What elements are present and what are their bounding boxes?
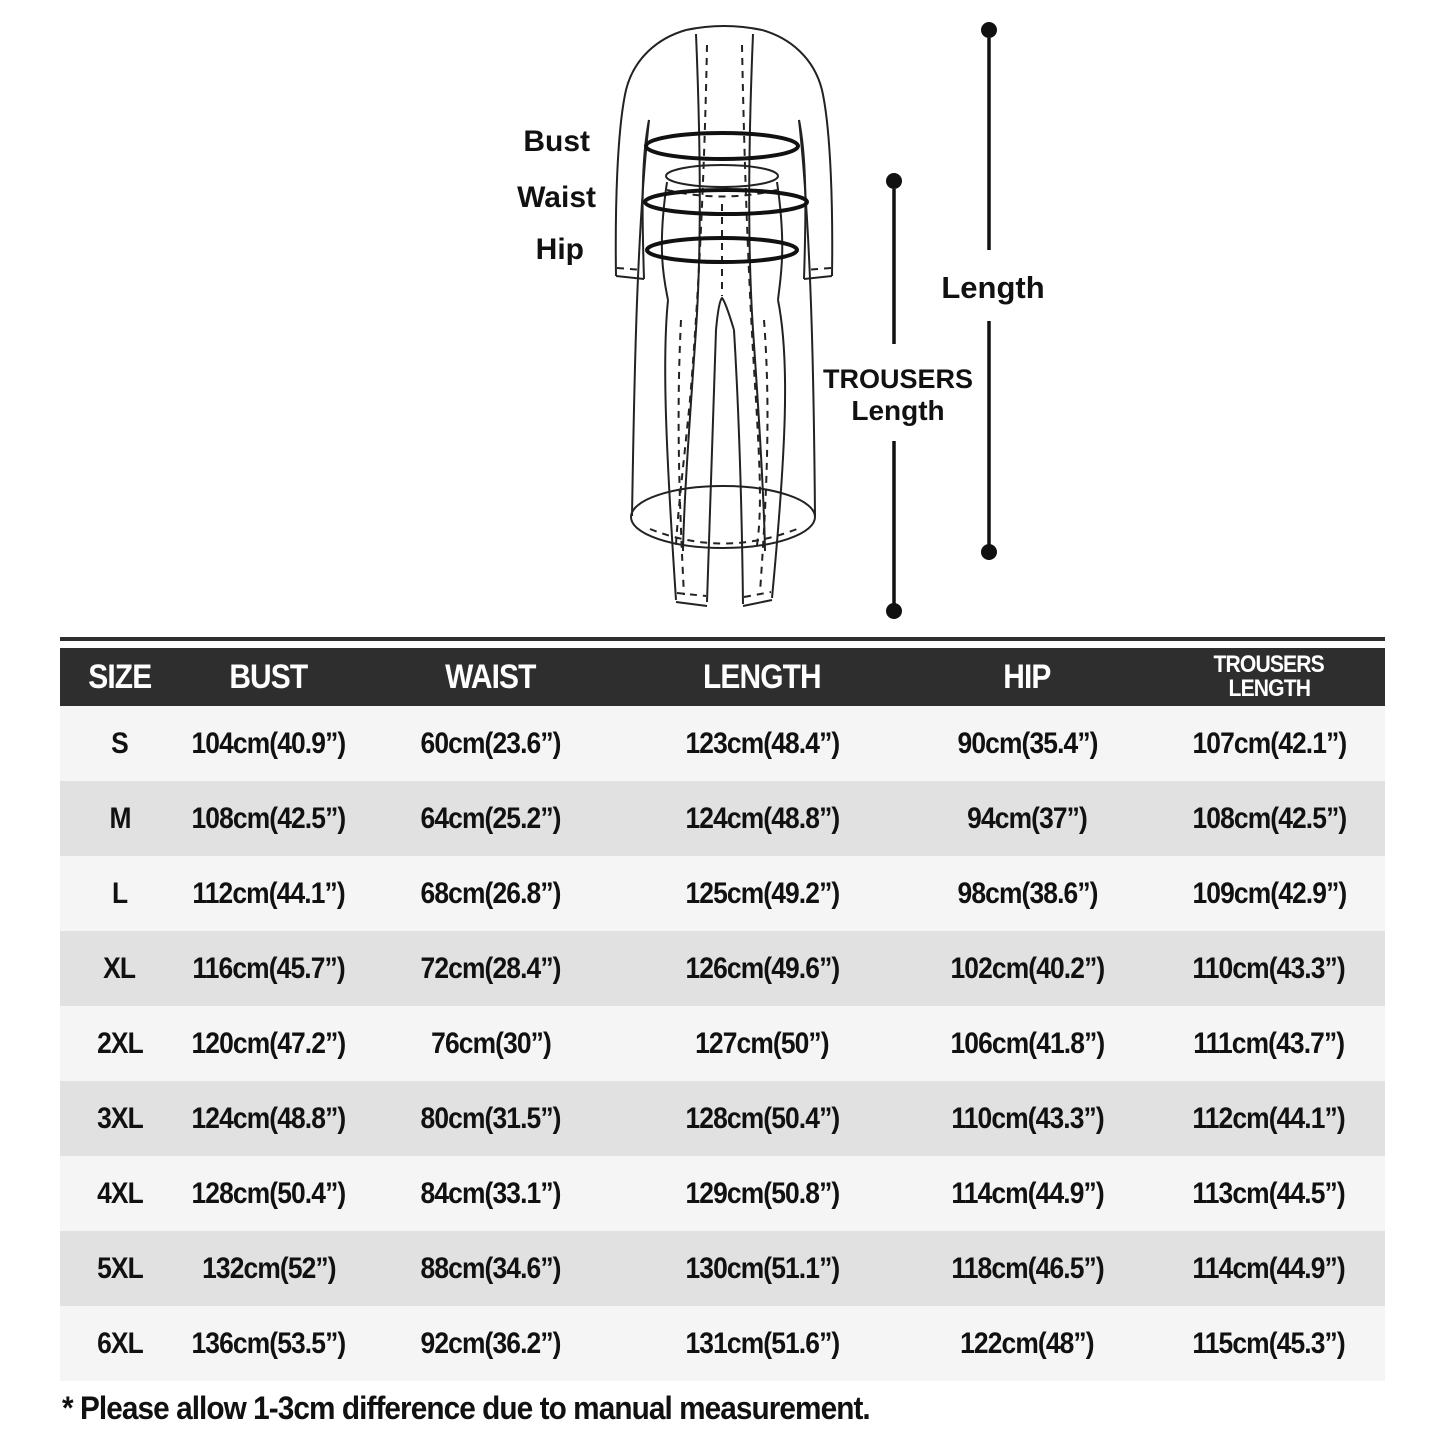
size-value: S: [111, 726, 128, 760]
hip-value: 90cm(35.4”): [957, 726, 1098, 760]
length-value: 130cm(51.1”): [685, 1251, 840, 1285]
trousers-length-value: 112cm(44.1”): [1192, 1101, 1346, 1135]
table-row-5xl: [60, 1231, 1385, 1306]
table-row-3xl: [60, 1081, 1385, 1156]
table-row-s: [60, 706, 1385, 781]
length-label: Length: [941, 270, 1045, 305]
length-value: 128cm(50.4”): [685, 1101, 840, 1135]
table-row-m: [60, 781, 1385, 856]
bust-value: 108cm(42.5”): [191, 801, 346, 835]
waist-value: 84cm(33.1”): [420, 1176, 561, 1210]
trousers-length-value: 107cm(42.1”): [1192, 726, 1346, 760]
header-trousers-length: TROUSERS LENGTH: [1213, 650, 1325, 702]
header-size: SIZE: [88, 657, 152, 696]
bust-value: 104cm(40.9”): [191, 726, 346, 760]
size-chart-table: [60, 637, 1385, 1381]
trousers-line-art: [662, 165, 785, 606]
trousers-length-label-line2: Length: [851, 395, 945, 426]
waist-value: 68cm(26.8”): [420, 876, 561, 910]
length-value: 129cm(50.8”): [685, 1176, 840, 1210]
trousers-length-value: 111cm(43.7”): [1193, 1026, 1345, 1060]
size-value: 5XL: [96, 1251, 143, 1285]
bust-value: 132cm(52”): [201, 1251, 336, 1285]
hip-value: 94cm(37”): [967, 801, 1088, 835]
hip-value: 110cm(43.3”): [951, 1101, 1104, 1135]
hip-value: 102cm(40.2”): [950, 951, 1105, 985]
size-value: L: [111, 876, 128, 910]
bust-value: 136cm(53.5”): [191, 1326, 346, 1360]
table-top-rule: [60, 637, 1385, 641]
waist-value: 72cm(28.4”): [420, 951, 561, 985]
size-value: 3XL: [96, 1101, 143, 1135]
bust-value: 116cm(45.7”): [192, 951, 345, 985]
waist-value: 64cm(25.2”): [420, 801, 561, 835]
table-row-l: [60, 856, 1385, 931]
table-row-xl: [60, 931, 1385, 1006]
trousers-length-label-line1: TROUSERS: [822, 364, 974, 394]
header-hip: HIP: [1003, 657, 1051, 696]
bust-value: 120cm(47.2”): [191, 1026, 346, 1060]
table-row-2xl: [60, 1006, 1385, 1081]
waist-value: 88cm(34.6”): [420, 1251, 561, 1285]
size-value: M: [109, 801, 131, 835]
trousers-length-value: 108cm(42.5”): [1192, 801, 1346, 835]
hip-value: 106cm(41.8”): [950, 1026, 1105, 1060]
garment-measurement-diagram: [0, 0, 1445, 638]
bust-value: 124cm(48.8”): [191, 1101, 346, 1135]
hip-value: 98cm(38.6”): [957, 876, 1098, 910]
measurement-footnote: * Please allow 1-3cm difference due to manual measurement.: [62, 1390, 870, 1426]
size-value: 4XL: [96, 1176, 143, 1210]
waist-value: 92cm(36.2”): [420, 1326, 561, 1360]
hip-value: 118cm(46.5”): [951, 1251, 1104, 1285]
length-value: 127cm(50”): [695, 1026, 830, 1060]
header-waist: WAIST: [445, 657, 536, 696]
waist-measure-ellipse: [645, 190, 807, 214]
hip-value: 122cm(48”): [960, 1326, 1095, 1360]
table-row-6xl: [60, 1306, 1385, 1381]
trousers-length-value: 115cm(45.3”): [1192, 1326, 1346, 1360]
waist-value: 80cm(31.5”): [420, 1101, 561, 1135]
length-value: 123cm(48.4”): [685, 726, 840, 760]
size-value: XL: [103, 951, 136, 985]
header-length: LENGTH: [703, 657, 822, 696]
waist-value: 76cm(30”): [430, 1026, 551, 1060]
trousers-length-value: 109cm(42.9”): [1192, 876, 1346, 910]
trousers-length-value: 114cm(44.9”): [1192, 1251, 1346, 1285]
waist-value: 60cm(23.6”): [420, 726, 561, 760]
trousers-length-value: 113cm(44.5”): [1192, 1176, 1346, 1210]
cardigan-line-art: [616, 26, 832, 551]
length-value: 124cm(48.8”): [685, 801, 840, 835]
hip-value: 114cm(44.9”): [951, 1176, 1104, 1210]
bust-label: Bust: [523, 125, 590, 158]
hip-label: Hip: [535, 233, 584, 266]
bust-value: 112cm(44.1”): [192, 876, 345, 910]
size-value: 2XL: [96, 1026, 143, 1060]
bust-measure-ellipse: [646, 133, 798, 159]
length-value: 125cm(49.2”): [685, 876, 840, 910]
length-value: 131cm(51.6”): [685, 1326, 840, 1360]
table-header-row: [60, 648, 1385, 706]
trousers-length-value: 110cm(43.3”): [1192, 951, 1346, 985]
header-bust: BUST: [229, 657, 308, 696]
table-row-4xl: [60, 1156, 1385, 1231]
waist-label: Waist: [517, 181, 596, 214]
length-value: 126cm(49.6”): [685, 951, 840, 985]
size-value: 6XL: [96, 1326, 143, 1360]
bust-value: 128cm(50.4”): [191, 1176, 346, 1210]
